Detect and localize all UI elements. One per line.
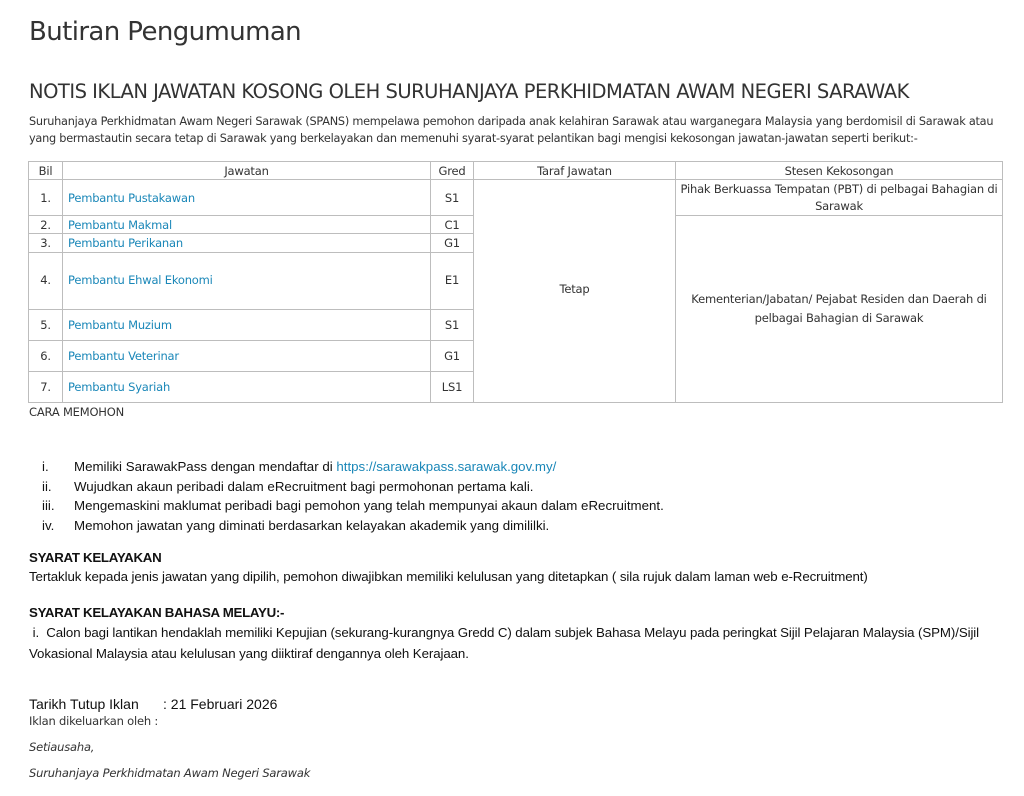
step-item <box>42 477 664 497</box>
row-jawatan <box>63 341 431 372</box>
header-taraf: Taraf Jawatan <box>474 162 676 180</box>
signatory-org: Suruhanjaya Perkhidmatan Awam Negeri Sarawak <box>29 766 311 780</box>
syarat-bahasa-heading: SYARAT KELAYAKAN BAHASA MELAYU:- <box>29 605 285 620</box>
table-row <box>29 180 1003 216</box>
step-text: Memohon jawatan yang diminati berdasarkan kelayakan akademik yang dimililki. <box>74 517 550 533</box>
row-jawatan <box>63 180 431 216</box>
row-gred: LS1 <box>431 372 474 403</box>
stesen-cell-kementerian: Kementerian/Jabatan/ Pejabat Residen dan Daerah di pelbagai Bahagian di Sarawak <box>676 216 1003 403</box>
step-item <box>42 496 664 516</box>
closing-date-value: : 21 Februari 2026 <box>163 696 278 712</box>
row-gred: C1 <box>431 216 474 234</box>
issued-by: Iklan dikeluarkan oleh : <box>29 714 159 728</box>
signatory-title: Setiausaha, <box>29 740 95 754</box>
job-link[interactable]: Pembantu Makmal <box>68 217 172 232</box>
row-bil: 3. <box>29 234 63 253</box>
step-number: ii. <box>42 478 52 494</box>
page-title: Butiran Pengumuman <box>29 17 302 47</box>
closing-date <box>29 696 277 712</box>
header-stesen: Stesen Kekosongan <box>676 162 1003 180</box>
sarawakpass-link[interactable]: https://sarawakpass.sarawak.gov.my/ <box>336 459 557 474</box>
row-bil: 6. <box>29 341 63 372</box>
stesen-cell-pbt: Pihak Berkuassa Tempatan (PBT) di pelbagai Bahagian di Sarawak <box>676 180 1003 216</box>
job-link[interactable]: Pembantu Ehwal Ekonomi <box>68 273 213 287</box>
header-gred: Gred <box>431 162 474 180</box>
row-gred: G1 <box>431 234 474 253</box>
row-gred: S1 <box>431 310 474 341</box>
application-steps <box>42 457 664 535</box>
step-text: Mengemaskini maklumat peribadi bagi pemohon yang telah mempunyai akaun dalam eRecruitment. <box>74 498 664 513</box>
header-jawatan: Jawatan <box>63 162 431 180</box>
row-bil: 4. <box>29 253 63 310</box>
notice-intro: Suruhanjaya Perkhidmatan Awam Negeri Sarawak (SPANS) mempelawa pemohon daripada anak kelahiran Sarawak atau warganegara Malaysia yang berdomisil di Sarawak atau yang bermastautin secara tetap di Sarawak yang berkelayakan dan memenuhi syarat-syarat pelantikan bagi mengisi kekosongan jawatan-jawatan seperti berikut:- <box>29 115 994 145</box>
step-number: i. <box>42 459 49 474</box>
table-header-row <box>29 162 1003 180</box>
step-text: Memiliki SarawakPass dengan mendaftar di <box>74 459 337 474</box>
row-bil: 7. <box>29 372 63 403</box>
taraf-cell: Tetap <box>474 180 676 403</box>
step-item <box>42 516 664 536</box>
step-text: Wujudkan akaun peribadi dalam eRecruitment bagi permohonan pertama kali. <box>74 478 534 494</box>
row-bil: 5. <box>29 310 63 341</box>
row-jawatan <box>63 234 431 253</box>
syarat-kelayakan-text: Tertakluk kepada jenis jawatan yang dipilih, pemohon diwajibkan memiliki kelulusan yang ditetapkan ( sila rujuk dalam laman web e-Recruitment) <box>29 569 868 584</box>
job-link[interactable]: Pembantu Perikanan <box>68 236 183 250</box>
row-bil: 2. <box>29 216 63 234</box>
step-number: iv. <box>42 517 55 533</box>
vacancy-table <box>28 161 1003 403</box>
notice-title: NOTIS IKLAN JAWATAN KOSONG OLEH SURUHANJAYA PERKHIDMATAN AWAM NEGERI SARAWAK <box>29 80 909 103</box>
row-jawatan <box>63 253 431 310</box>
step-number: iii. <box>42 498 55 513</box>
step-item <box>42 457 664 477</box>
syarat-bahasa-text: i. Calon bagi lantikan hendaklah memiliki Kepujian (sekurang-kurangnya Gredd C) dalam subjek Bahasa Melayu pada peringkat Sijil Pelajaran Malaysia (SPM)/Sijil Vokasional Malaysia atau kelulusan yang diiktiraf dengannya oleh Kerajaan. <box>29 625 983 661</box>
row-jawatan <box>63 216 431 234</box>
row-gred: S1 <box>431 180 474 216</box>
header-bil: Bil <box>29 162 63 180</box>
row-jawatan <box>63 372 431 403</box>
row-jawatan <box>63 310 431 341</box>
closing-date-label: Tarikh Tutup Iklan <box>29 696 139 712</box>
job-link[interactable]: Pembantu Pustakawan <box>68 190 195 205</box>
job-link[interactable]: Pembantu Veterinar <box>68 349 179 363</box>
job-link[interactable]: Pembantu Muzium <box>68 318 172 332</box>
syarat-kelayakan-heading: SYARAT KELAYAKAN <box>29 550 162 565</box>
row-gred: E1 <box>431 253 474 310</box>
row-gred: G1 <box>431 341 474 372</box>
cara-memohon-heading: CARA MEMOHON <box>29 405 125 419</box>
job-link[interactable]: Pembantu Syariah <box>68 380 171 394</box>
row-bil: 1. <box>29 180 63 216</box>
